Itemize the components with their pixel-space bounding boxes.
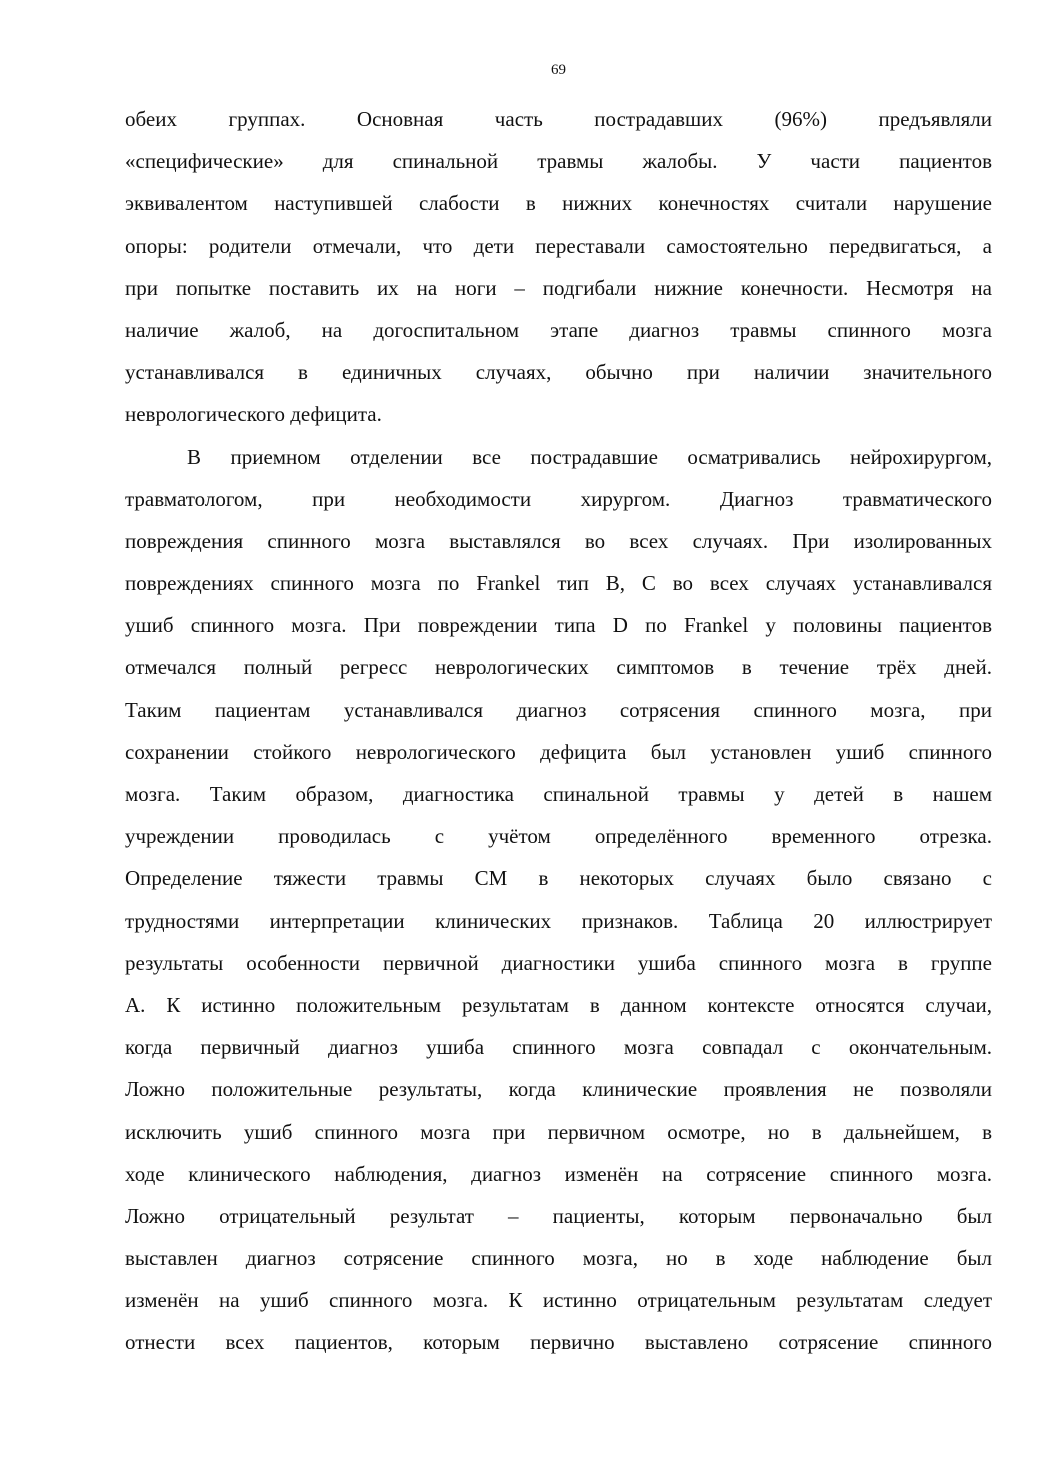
text-line: «специфические» для спинальной травмы жалобы. У части пациентов: [125, 149, 992, 174]
text-line: изменён на ушиб спинного мозга. К истинно отрицательным результатам следует: [125, 1288, 992, 1313]
text-line: учреждении проводилась с учётом определённого временного отрезка.: [125, 824, 992, 849]
text-line: ушиб спинного мозга. При повреждении типа D по Frankel у половины пациентов: [125, 613, 992, 638]
text-line: Ложно положительные результаты, когда клинические проявления не позволяли: [125, 1077, 992, 1102]
text-line: результаты особенности первичной диагностики ушиба спинного мозга в группе: [125, 950, 992, 975]
text-line: при попытке поставить их на ноги – подгибали нижние конечности. Несмотря на: [125, 275, 992, 300]
text-line: наличие жалоб, на догоспитальном этапе диагноз травмы спинного мозга: [125, 317, 992, 342]
text-line: В приемном отделении все пострадавшие осматривались нейрохирургом,: [187, 444, 992, 469]
text-line: выставлен диагноз сотрясение спинного мозга, но в ходе наблюдение был: [125, 1246, 992, 1271]
text-line: обеих группах. Основная часть пострадавших (96%) предъявляли: [125, 107, 992, 131]
text-line: неврологического дефицита.: [125, 402, 382, 427]
text-line: повреждениях спинного мозга по Frankel тип В, С во всех случаях устанавливался: [125, 571, 992, 596]
text-line: Таким пациентам устанавливался диагноз сотрясения спинного мозга, при: [125, 697, 992, 722]
text-line: эквивалентом наступившей слабости в нижних конечностях считали нарушение: [125, 191, 992, 216]
text-line: опоры: родители отмечали, что дети переставали самостоятельно передвигаться, а: [125, 233, 992, 258]
page-number: 69: [551, 62, 566, 78]
text-line: Ложно отрицательный результат – пациенты, которым первоначально был: [125, 1203, 992, 1228]
text-line: исключить ушиб спинного мозга при первичном осмотре, но в дальнейшем, в: [125, 1119, 992, 1144]
text-line: трудностями интерпретации клинических признаков. Таблица 20 иллюстрирует: [125, 908, 992, 933]
text-line: травматологом, при необходимости хирургом. Диагноз травматического: [125, 486, 992, 511]
text-line: повреждения спинного мозга выставлялся во всех случаях. При изолированных: [125, 528, 992, 553]
text-line: отмечался полный регресс неврологических симптомов в течение трёх дней.: [125, 655, 992, 680]
text-line: ходе клинического наблюдения, диагноз изменён на сотрясение спинного мозга.: [125, 1161, 992, 1186]
text-line: устанавливался в единичных случаях, обычно при наличии значительного: [125, 360, 992, 385]
text-line: А. К истинно положительным результатам в данном контексте относятся случаи,: [125, 992, 992, 1017]
text-line: отнести всех пациентов, которым первично выставлено сотрясение спинного: [125, 1330, 992, 1355]
text-line: сохранении стойкого неврологического дефицита был установлен ушиб спинного: [125, 739, 992, 764]
text-line: Определение тяжести травмы СМ в некоторых случаях было связано с: [125, 866, 992, 891]
text-line: когда первичный диагноз ушиба спинного мозга совпадал с окончательным.: [125, 1035, 992, 1060]
paragraph-2: [125, 436, 992, 1364]
paragraph-1: [125, 98, 992, 436]
document-body: [125, 98, 992, 1364]
text-line: мозга. Таким образом, диагностика спинальной травмы у детей в нашем: [125, 782, 992, 806]
